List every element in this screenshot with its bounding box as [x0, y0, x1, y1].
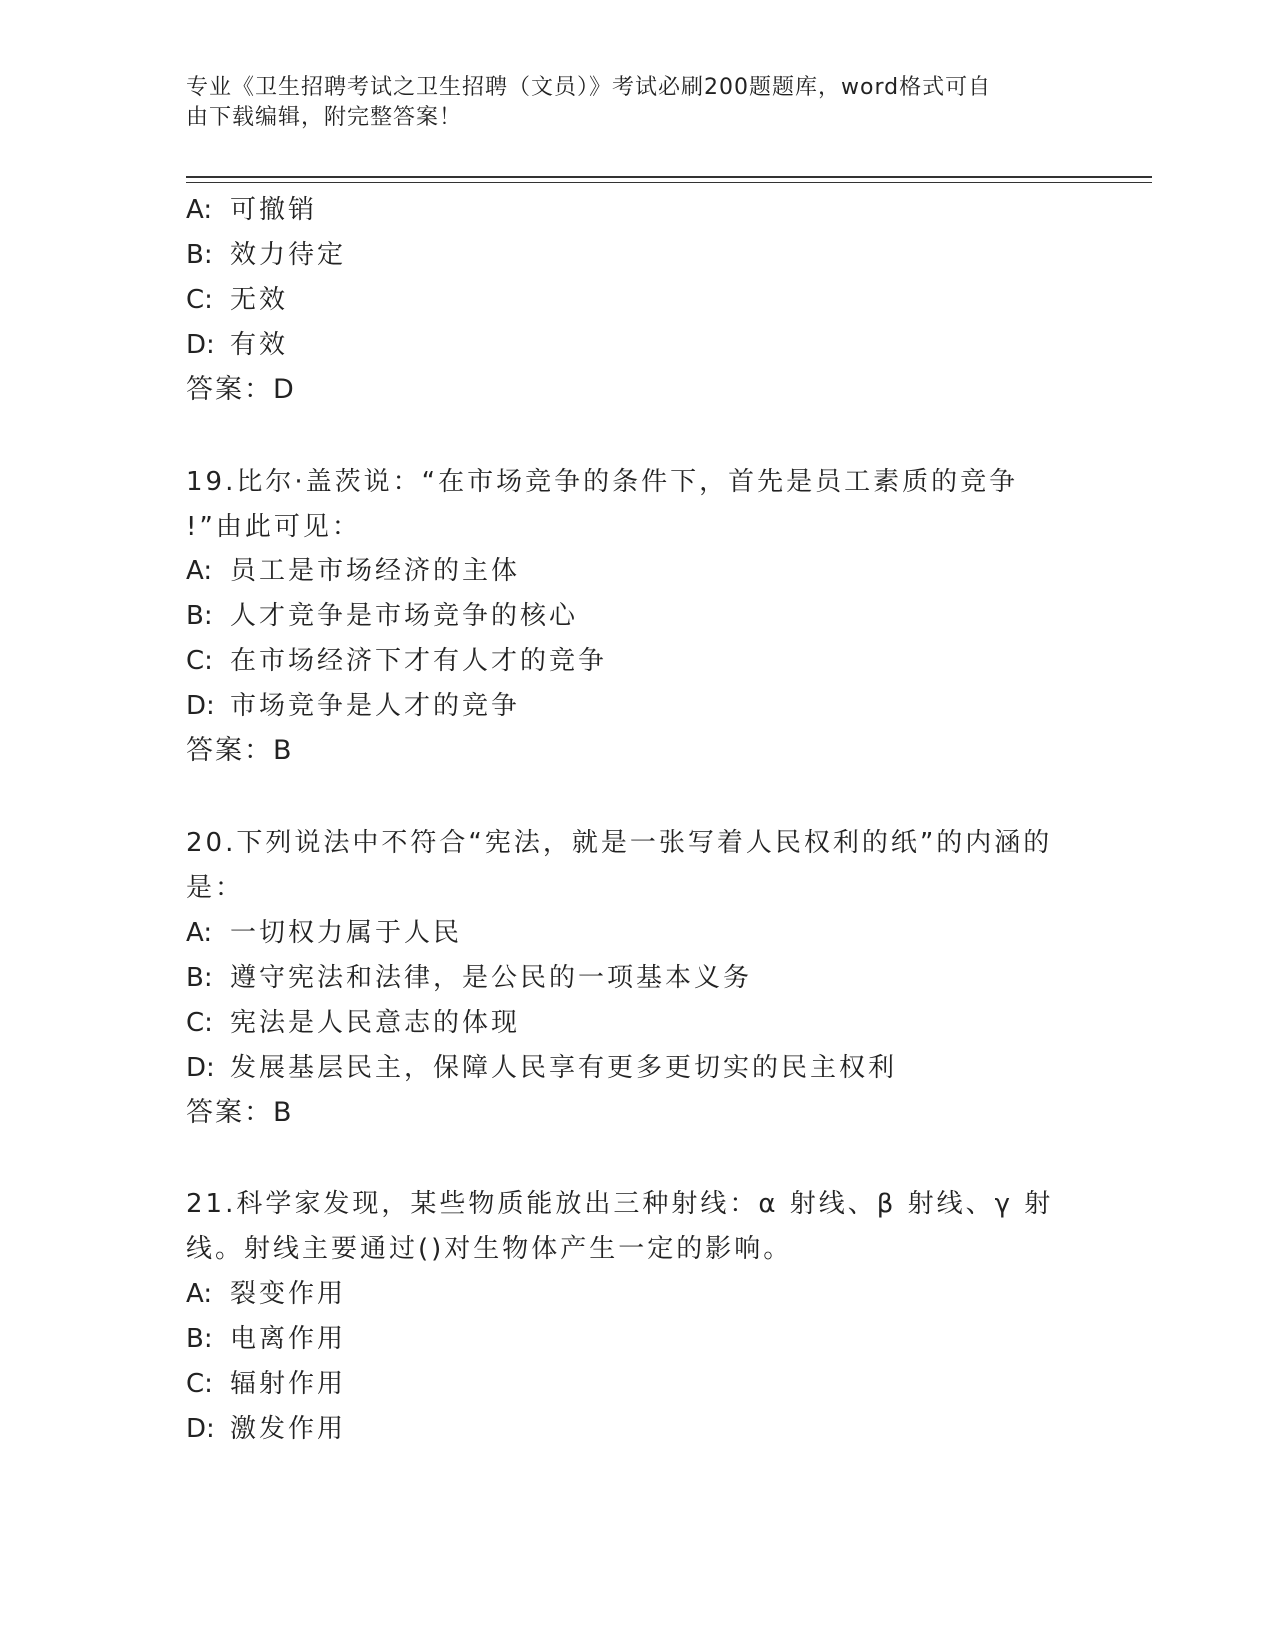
option-key: D: — [186, 691, 215, 721]
option-text: 辐射作用 — [230, 1369, 347, 1399]
option-key: B: — [186, 963, 213, 993]
option-text: 激发作用 — [230, 1414, 347, 1444]
header-divider — [186, 176, 1152, 178]
q21-option-c — [186, 1368, 346, 1400]
q21-stem-line-2: 线。射线主要通过()对生物体产生一定的影响。 — [186, 1234, 793, 1264]
option-text: 效力待定 — [230, 240, 347, 270]
q18-option-d — [186, 329, 288, 361]
q20-option-d — [186, 1052, 897, 1084]
option-key: B: — [186, 1324, 213, 1354]
option-text: 有效 — [230, 330, 289, 360]
option-key: A: — [186, 556, 213, 586]
option-key: D: — [186, 330, 215, 360]
option-key: B: — [186, 601, 213, 631]
option-key: C: — [186, 1008, 213, 1038]
option-key: C: — [186, 285, 213, 315]
q20-stem-line-2: 是： — [186, 873, 245, 903]
option-text: 在市场经济下才有人才的竞争 — [230, 646, 608, 676]
option-text: 一切权力属于人民 — [230, 918, 463, 948]
option-text: 员工是市场经济的主体 — [230, 556, 521, 586]
q21-stem-line-1: 21.科学家发现，某些物质能放出三种射线：α 射线、β 射线、γ 射 — [186, 1189, 1054, 1219]
option-key: A: — [186, 195, 213, 225]
option-key: B: — [186, 240, 213, 270]
q20-option-a — [186, 917, 462, 949]
header-line-1: 专业《卫生招聘考试之卫生招聘（文员）》考试必刷200题题库，word格式可自 — [186, 75, 992, 100]
page-header — [186, 73, 1086, 133]
q18-option-b — [186, 239, 346, 271]
q19-stem-line-2: !”由此可见： — [186, 512, 361, 542]
option-key: A: — [186, 1279, 213, 1309]
option-text: 遵守宪法和法律，是公民的一项基本义务 — [230, 963, 753, 993]
option-text: 电离作用 — [230, 1324, 347, 1354]
option-key: D: — [186, 1414, 215, 1444]
option-text: 人才竞争是市场竞争的核心 — [230, 601, 579, 631]
option-text: 市场竞争是人才的竞争 — [230, 691, 521, 721]
q20-answer: 答案：B — [186, 1097, 294, 1128]
option-key: D: — [186, 1053, 215, 1083]
q18-option-c — [186, 284, 288, 316]
option-text: 裂变作用 — [230, 1279, 347, 1309]
option-key: C: — [186, 1369, 213, 1399]
q20-option-c — [186, 1007, 520, 1039]
option-text: 无效 — [230, 285, 289, 315]
q19-stem-line-1: 19.比尔·盖茨说：“在市场竞争的条件下，首先是员工素质的竞争 — [186, 467, 1019, 497]
q21-option-b — [186, 1323, 346, 1355]
q20-stem-line-1: 20.下列说法中不符合“宪法，就是一张写着人民权利的纸”的内涵的 — [186, 828, 1053, 858]
q19-option-c — [186, 645, 607, 677]
option-text: 可撤销 — [230, 195, 318, 225]
q20-option-b — [186, 962, 752, 994]
q21-option-d — [186, 1413, 346, 1445]
option-key: C: — [186, 646, 213, 676]
header-line-2: 由下载编辑，附完整答案！ — [186, 105, 463, 130]
q19-option-a — [186, 555, 520, 587]
q18-option-a — [186, 194, 317, 226]
q19-answer: 答案：B — [186, 735, 294, 766]
q18-answer: 答案：D — [186, 374, 296, 405]
option-text: 宪法是人民意志的体现 — [230, 1008, 521, 1038]
q19-option-d — [186, 690, 520, 722]
option-key: A: — [186, 918, 213, 948]
option-text: 发展基层民主，保障人民享有更多更切实的民主权利 — [230, 1053, 898, 1083]
q19-option-b — [186, 600, 578, 632]
q21-option-a — [186, 1278, 346, 1310]
header-divider-thin — [186, 182, 1152, 183]
